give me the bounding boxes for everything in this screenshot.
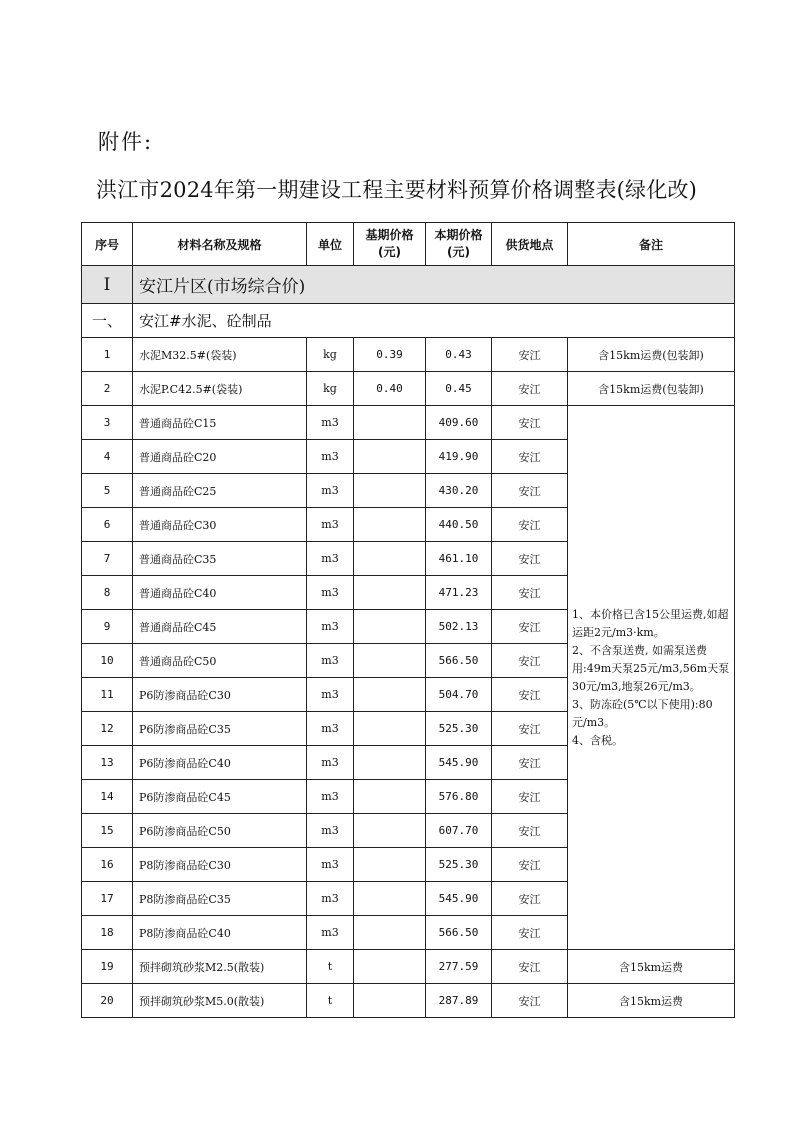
header-current-price-line1: 本期价格 xyxy=(434,228,483,242)
remark-line: 3、防冻砼(5℃以下使用):80元/m3。 xyxy=(572,697,713,729)
base-price xyxy=(354,916,426,950)
table-row xyxy=(82,372,735,406)
current-price: 440.50 xyxy=(426,508,492,542)
supply-place: 安江 xyxy=(492,372,568,406)
row-number: 13 xyxy=(82,746,133,780)
supply-place: 安江 xyxy=(492,440,568,474)
unit: m3 xyxy=(307,678,354,712)
material-name: 普通商品砼C40 xyxy=(133,576,307,610)
current-price: 287.89 xyxy=(426,984,492,1018)
unit: m3 xyxy=(307,882,354,916)
unit: kg xyxy=(307,338,354,372)
supply-place: 安江 xyxy=(492,882,568,916)
current-price: 0.43 xyxy=(426,338,492,372)
current-price: 525.30 xyxy=(426,848,492,882)
category-title: 安江#水泥、砼制品 xyxy=(133,304,735,338)
row-number: 2 xyxy=(82,372,133,406)
unit: m3 xyxy=(307,406,354,440)
current-price: 419.90 xyxy=(426,440,492,474)
unit: m3 xyxy=(307,746,354,780)
unit: m3 xyxy=(307,576,354,610)
material-name: P6防渗商品砼C40 xyxy=(133,746,307,780)
row-number: 20 xyxy=(82,984,133,1018)
row-number: 10 xyxy=(82,644,133,678)
header-place: 供货地点 xyxy=(492,223,568,266)
current-price: 504.70 xyxy=(426,678,492,712)
current-price: 430.20 xyxy=(426,474,492,508)
remark: 含15km运费 xyxy=(568,984,735,1018)
material-name: 普通商品砼C35 xyxy=(133,542,307,576)
row-number: 11 xyxy=(82,678,133,712)
table-header-row xyxy=(82,223,735,266)
material-name: 普通商品砼C20 xyxy=(133,440,307,474)
row-number: 19 xyxy=(82,950,133,984)
supply-place: 安江 xyxy=(492,746,568,780)
material-name: 预拌砌筑砂浆M2.5(散装) xyxy=(133,950,307,984)
base-price xyxy=(354,406,426,440)
supply-place: 安江 xyxy=(492,406,568,440)
page-title: 洪江市2024年第一期建设工程主要材料预算价格调整表(绿化改) xyxy=(96,178,698,202)
current-price: 545.90 xyxy=(426,746,492,780)
current-price: 607.70 xyxy=(426,814,492,848)
base-price xyxy=(354,542,426,576)
row-number: 7 xyxy=(82,542,133,576)
current-price: 545.90 xyxy=(426,882,492,916)
row-number: 5 xyxy=(82,474,133,508)
header-current-price-line2: (元) xyxy=(447,245,470,259)
header-base-price xyxy=(354,223,426,266)
remark: 含15km运费(包装卸) xyxy=(568,338,735,372)
price-table xyxy=(81,222,735,1018)
table-row xyxy=(82,406,735,440)
current-price: 0.45 xyxy=(426,372,492,406)
row-number: 6 xyxy=(82,508,133,542)
remark-line: 2、不含泵送费, 如需泵送费用:49m天泵25元/m3,56m天泵30元/m3,地泵26元/m3。 xyxy=(572,643,730,693)
base-price xyxy=(354,950,426,984)
base-price xyxy=(354,644,426,678)
header-current-price xyxy=(426,223,492,266)
unit: m3 xyxy=(307,542,354,576)
supply-place: 安江 xyxy=(492,474,568,508)
base-price: 0.39 xyxy=(354,338,426,372)
row-number: 8 xyxy=(82,576,133,610)
current-price: 576.80 xyxy=(426,780,492,814)
unit: t xyxy=(307,984,354,1018)
material-name: P6防渗商品砼C30 xyxy=(133,678,307,712)
material-name: 水泥M32.5#(袋装) xyxy=(133,338,307,372)
material-name: 水泥P.C42.5#(袋装) xyxy=(133,372,307,406)
remark-line: 4、含税。 xyxy=(572,733,623,747)
material-name: P8防渗商品砼C30 xyxy=(133,848,307,882)
table-row xyxy=(82,984,735,1018)
unit: m3 xyxy=(307,814,354,848)
row-number: 3 xyxy=(82,406,133,440)
section-number: I xyxy=(82,266,133,304)
current-price: 461.10 xyxy=(426,542,492,576)
unit: m3 xyxy=(307,712,354,746)
supply-place: 安江 xyxy=(492,814,568,848)
supply-place: 安江 xyxy=(492,678,568,712)
header-base-price-line1: 基期价格 xyxy=(365,228,414,242)
supply-place: 安江 xyxy=(492,780,568,814)
remark: 含15km运费(包装卸) xyxy=(568,372,735,406)
row-number: 14 xyxy=(82,780,133,814)
supply-place: 安江 xyxy=(492,576,568,610)
unit: m3 xyxy=(307,474,354,508)
base-price xyxy=(354,848,426,882)
table-row xyxy=(82,950,735,984)
material-name: 普通商品砼C25 xyxy=(133,474,307,508)
unit: kg xyxy=(307,372,354,406)
base-price xyxy=(354,474,426,508)
row-number: 17 xyxy=(82,882,133,916)
unit: m3 xyxy=(307,848,354,882)
remark-line: 1、本价格已含15公里运费,如超运距2元/m3·km。 xyxy=(572,607,729,639)
header-remark: 备注 xyxy=(568,223,735,266)
section-row-region xyxy=(82,266,735,304)
unit: m3 xyxy=(307,508,354,542)
base-price xyxy=(354,678,426,712)
current-price: 471.23 xyxy=(426,576,492,610)
header-seq: 序号 xyxy=(82,223,133,266)
remark: 含15km运费 xyxy=(568,950,735,984)
row-number: 12 xyxy=(82,712,133,746)
current-price: 566.50 xyxy=(426,644,492,678)
material-name: P6防渗商品砼C45 xyxy=(133,780,307,814)
supply-place: 安江 xyxy=(492,848,568,882)
material-name: 预拌砌筑砂浆M5.0(散装) xyxy=(133,984,307,1018)
unit: m3 xyxy=(307,916,354,950)
header-unit: 单位 xyxy=(307,223,354,266)
row-number: 1 xyxy=(82,338,133,372)
merged-remark xyxy=(568,406,735,950)
supply-place: 安江 xyxy=(492,508,568,542)
base-price xyxy=(354,440,426,474)
unit: m3 xyxy=(307,644,354,678)
unit: m3 xyxy=(307,610,354,644)
base-price xyxy=(354,610,426,644)
supply-place: 安江 xyxy=(492,610,568,644)
unit: m3 xyxy=(307,440,354,474)
category-number: 一、 xyxy=(82,304,133,338)
header-name: 材料名称及规格 xyxy=(133,223,307,266)
supply-place: 安江 xyxy=(492,712,568,746)
base-price xyxy=(354,712,426,746)
row-number: 16 xyxy=(82,848,133,882)
row-number: 9 xyxy=(82,610,133,644)
supply-place: 安江 xyxy=(492,984,568,1018)
material-name: 普通商品砼C30 xyxy=(133,508,307,542)
material-name: 普通商品砼C45 xyxy=(133,610,307,644)
supply-place: 安江 xyxy=(492,542,568,576)
base-price xyxy=(354,746,426,780)
row-number: 4 xyxy=(82,440,133,474)
supply-place: 安江 xyxy=(492,338,568,372)
current-price: 277.59 xyxy=(426,950,492,984)
base-price xyxy=(354,882,426,916)
material-name: P6防渗商品砼C50 xyxy=(133,814,307,848)
base-price xyxy=(354,780,426,814)
section-row-category xyxy=(82,304,735,338)
supply-place: 安江 xyxy=(492,950,568,984)
attachment-label: 附件: xyxy=(98,130,154,154)
base-price xyxy=(354,508,426,542)
row-number: 15 xyxy=(82,814,133,848)
material-name: 普通商品砼C50 xyxy=(133,644,307,678)
section-title: 安江片区(市场综合价) xyxy=(133,266,735,304)
unit: m3 xyxy=(307,780,354,814)
table-row xyxy=(82,338,735,372)
supply-place: 安江 xyxy=(492,916,568,950)
current-price: 525.30 xyxy=(426,712,492,746)
header-base-price-line2: (元) xyxy=(378,245,401,259)
row-number: 18 xyxy=(82,916,133,950)
material-name: 普通商品砼C15 xyxy=(133,406,307,440)
base-price xyxy=(354,576,426,610)
material-name: P8防渗商品砼C40 xyxy=(133,916,307,950)
base-price xyxy=(354,814,426,848)
unit: t xyxy=(307,950,354,984)
material-name: P8防渗商品砼C35 xyxy=(133,882,307,916)
current-price: 409.60 xyxy=(426,406,492,440)
supply-place: 安江 xyxy=(492,644,568,678)
base-price xyxy=(354,984,426,1018)
material-name: P6防渗商品砼C35 xyxy=(133,712,307,746)
base-price: 0.40 xyxy=(354,372,426,406)
current-price: 502.13 xyxy=(426,610,492,644)
current-price: 566.50 xyxy=(426,916,492,950)
